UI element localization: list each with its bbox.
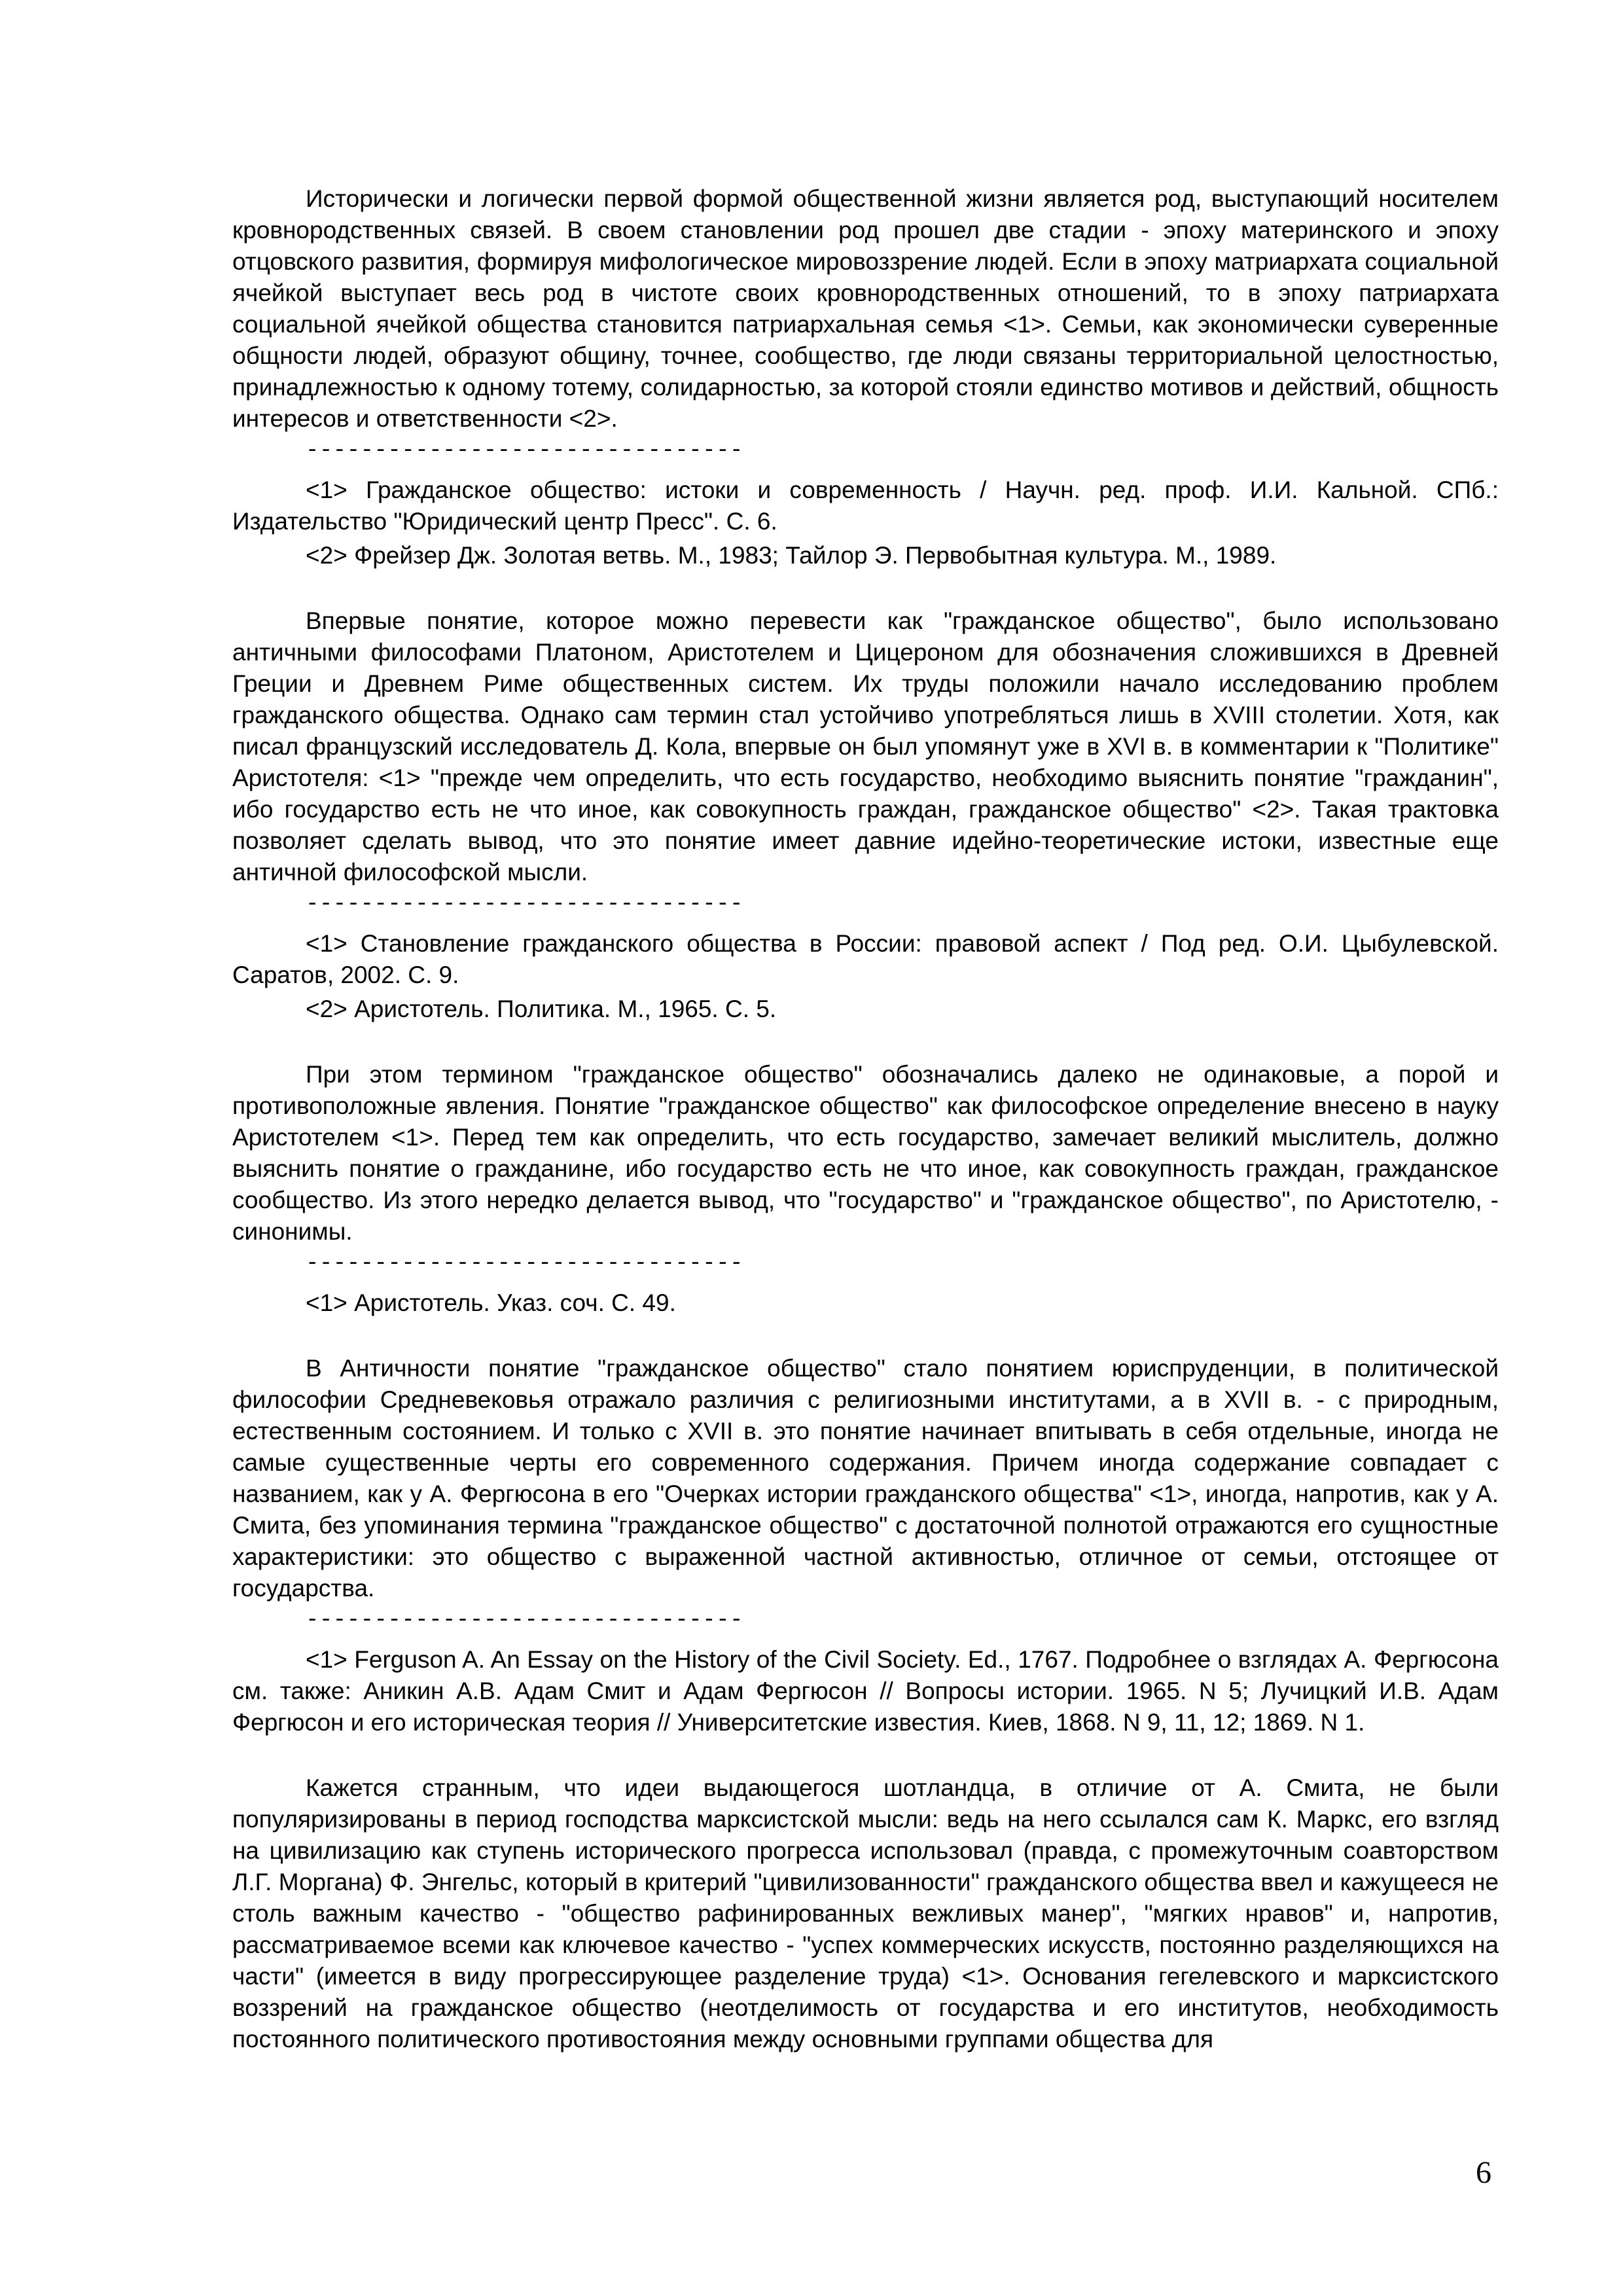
block-spacer (232, 1738, 1499, 1772)
footnote-2-2: <2> Аристотель. Политика. М., 1965. С. 5. (306, 996, 777, 1022)
footnote-separator-2: -------------------------------- (306, 892, 743, 917)
footnote-2-1: <1> Становление гражданского общества в России: правовой аспект / Под ред. О.И. Цыбулевской. Саратов, 2002. С. 9. (232, 930, 1499, 988)
footnote-separator-1: -------------------------------- (306, 439, 743, 463)
footnote-1-1: <1> Гражданское общество: истоки и современность / Научн. ред. проф. И.И. Кальной. СПб.: Издательство "Юридический центр Пресс". С. 6. (232, 476, 1499, 535)
footnote-4-1: <1> Ferguson A. An Essay on the History of the Civil Society. Ed., 1767. Подробнее о взглядах А. Фергюсона см. также: Аникин А.В. Адам Смит и Адам Фергюсон // Вопросы истории. 1965. N 5; Лучицкий И.В. Адам Фергюсон и его историческая теория // Университетские известия. Киев, 1868. N 9, 11, 12; 1869. N 1. (232, 1646, 1499, 1736)
paragraph-3: При этом термином "гражданское общество" обозначались далеко не одинаковые, а порой и противоположные явления. Понятие "гражданское общество" как философское определение внесено в науку Аристотелем <1>. Перед тем как определить, что есть государство, замечает великий мыслитель, должно выяснить понятие о гражданине, ибо государство есть не что иное, как совокупность граждан, гражданское сообщество. Из этого нередко делается вывод, что "государство" и "гражданское общество", по Аристотелю, - синонимы. (232, 1061, 1499, 1245)
page-number: 6 (1476, 2155, 1491, 2190)
paragraph-5: Кажется странным, что идеи выдающегося шотландца, в отличие от А. Смита, не были популяризированы в период господства марксистской мысли: ведь на него ссылался сам К. Маркс, его взгляд на цивилизацию как ступень исторического прогресса использовал (правда, с промежуточным соавторством Л.Г. Моргана) Ф. Энгельс, который в критерий "цивилизованности" гражданского общества ввел и кажущееся не столь важным качество - "общество рафинированных вежливых манер", "мягких нравов" и, напротив, рассматриваемое всеми как ключевое качество - "успех коммерческих искусств, постоянно разделяющихся на части" (имеется в виду прогрессирующее разделение труда) <1>. Основания гегелевского и марксистского воззрений на гражданское общество (неотделимость от государства и его институтов, необходимость постоянного политического противостояния между основными группами общества для (232, 1774, 1499, 2053)
footnote-separator-3: -------------------------------- (306, 1251, 743, 1276)
paragraph-1: Исторически и логически первой формой общественной жизни является род, выступающий носителем кровнородственных связей. В своем становлении род прошел две стадии - эпоху материнского и эпоху отцовского развития, формируя мифологическое мировоззрение людей. Если в эпоху матриархата социальной ячейкой выступает весь род в чистоте своих кровнородственных отношений, то в эпоху патриархата социальной ячейкой общества становится патриархальная семья <1>. Семьи, как экономически суверенные общности людей, образуют общину, точнее, сообщество, где люди связаны территориальной целостностью, принадлежностью к одному тотему, солидарностью, за которой стояли единство мотивов и действий, общность интересов и ответственности <2>. (232, 185, 1499, 432)
footnote-separator-4: -------------------------------- (306, 1608, 743, 1633)
footnote-1-2: <2> Фрейзер Дж. Золотая ветвь. М., 1983; Тайлор Э. Первобытная культура. М., 1989. (306, 542, 1277, 569)
document-page (232, 183, 1499, 2055)
paragraph-2: Впервые понятие, которое можно перевести как "гражданское общество", было использовано античными философами Платоном, Аристотелем и Цицероном для обозначения сложившихся в Древней Греции и Древнем Риме общественных систем. Их труды положили начало исследованию проблем гражданского общества. Однако сам термин стал устойчиво употребляться лишь в XVIII столетии. Хотя, как писал французский исследователь Д. Кола, впервые он был упомянут уже в XVI в. в комментарии к "Политике" Аристотеля: <1> "прежде чем определить, что есть государство, необходимо выяснить понятие "гражданин", ибо государство есть не что иное, как совокупность граждан, гражданское общество" <2>. Такая трактовка позволяет сделать вывод, что это понятие имеет давние идейно-теоретические истоки, известные еще античной философской мысли. (232, 607, 1499, 886)
paragraph-4: В Античности понятие "гражданское общество" стало понятием юриспруденции, в политической философии Средневековья отражало различия с религиозными институтами, а в XVII в. - с природным, естественным состоянием. И только с XVII в. это понятие начинает впитывать в себя отдельные, иногда не самые существенные черты его современного содержания. Причем иногда содержание совпадает с названием, как у А. Фергюсона в его "Очерках истории гражданского общества" <1>, иногда, напротив, как у А. Смита, без упоминания термина "гражданское общество" с достаточной полнотой отражаются его сущностные характеристики: это общество с выраженной частной активностью, отличное от семьи, отстоящее от государства. (232, 1355, 1499, 1602)
block-spacer (232, 1319, 1499, 1353)
footnote-3-1: <1> Аристотель. Указ. соч. С. 49. (306, 1289, 676, 1316)
block-spacer (232, 571, 1499, 605)
block-spacer (232, 1025, 1499, 1059)
